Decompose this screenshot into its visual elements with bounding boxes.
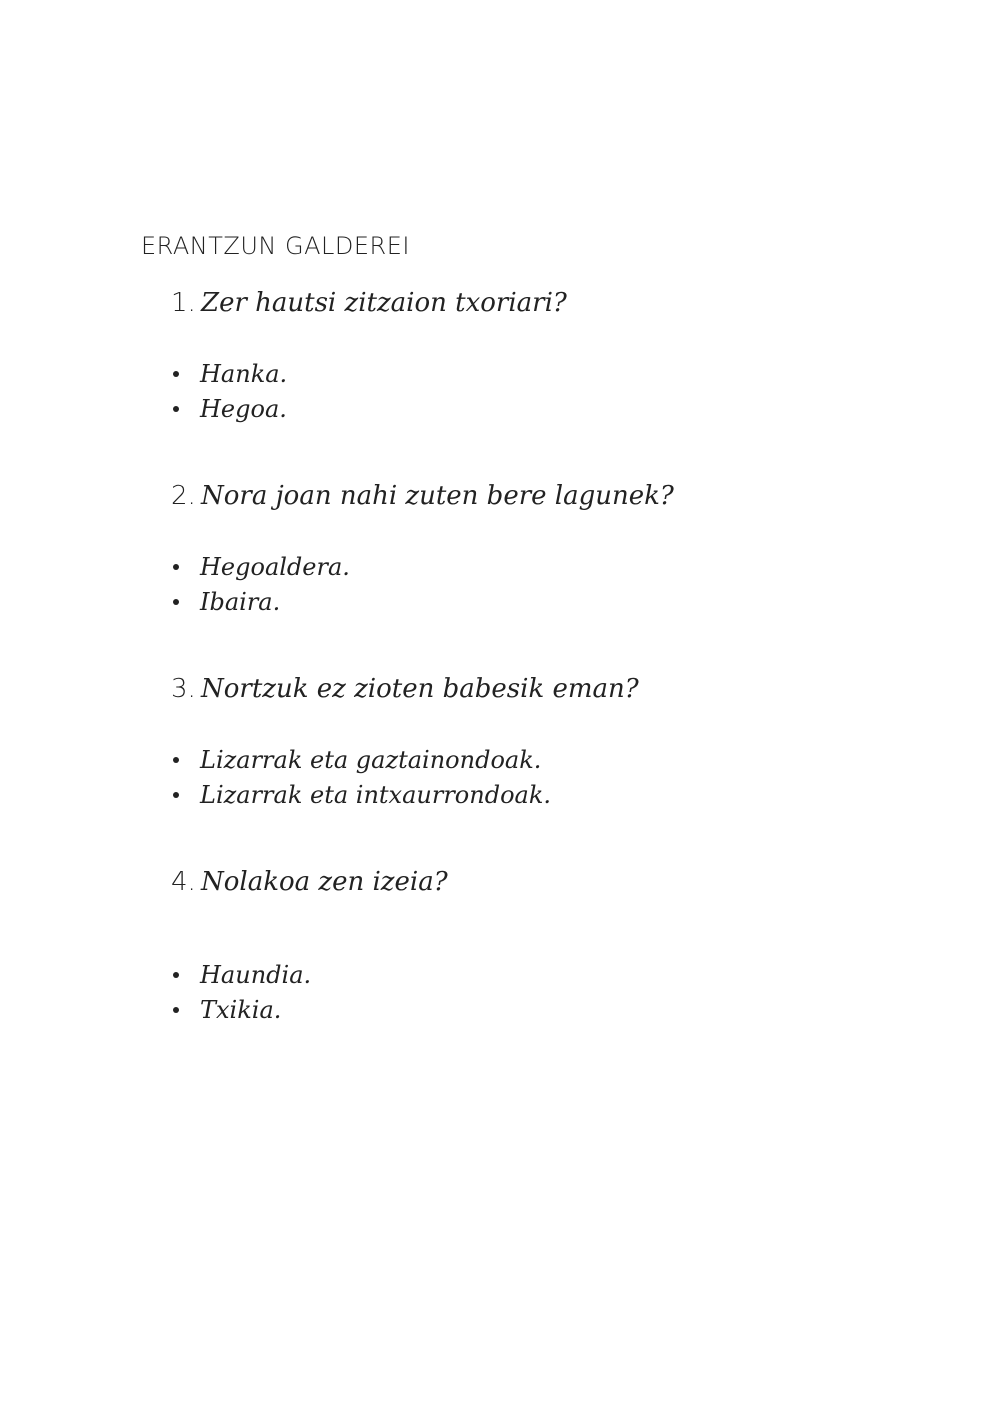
question-1 — [171, 288, 567, 318]
option-3a[interactable] — [171, 746, 541, 774]
option-1a[interactable] — [171, 360, 287, 388]
option-text: Lizarrak eta gaztainondoak. — [200, 746, 542, 774]
question-text: Zer hautsi zitzaion txoriari? — [201, 288, 567, 318]
option-text: Hegoa. — [200, 395, 287, 423]
worksheet-title: ERANTZUN GALDEREI — [141, 232, 410, 260]
bullet-icon — [173, 371, 179, 377]
bullet-icon — [173, 564, 179, 570]
option-4a[interactable] — [171, 961, 311, 989]
option-text: Hegoaldera. — [200, 553, 350, 581]
question-text: Nolakoa zen izeia? — [201, 867, 448, 897]
question-number: 1. — [171, 288, 196, 318]
option-text: Haundia. — [200, 961, 312, 989]
option-2b[interactable] — [171, 588, 280, 616]
question-number: 4. — [171, 867, 196, 897]
question-3 — [171, 674, 639, 704]
bullet-icon — [173, 406, 179, 412]
bullet-icon — [173, 972, 179, 978]
option-2a[interactable] — [171, 553, 350, 581]
bullet-icon — [173, 792, 179, 798]
question-text: Nora joan nahi zuten bere lagunek? — [201, 481, 674, 511]
question-number: 2. — [171, 481, 196, 511]
bullet-icon — [173, 1007, 179, 1013]
question-2 — [171, 481, 674, 511]
question-text: Nortzuk ez zioten babesik eman? — [201, 674, 639, 704]
question-number: 3. — [171, 674, 196, 704]
option-text: Ibaira. — [200, 588, 281, 616]
option-1b[interactable] — [171, 395, 287, 423]
bullet-icon — [173, 757, 179, 763]
bullet-icon — [173, 599, 179, 605]
option-text: Txikia. — [200, 996, 282, 1024]
option-4b[interactable] — [171, 996, 281, 1024]
question-4 — [171, 867, 448, 897]
option-text: Hanka. — [200, 360, 288, 388]
option-text: Lizarrak eta intxaurrondoak. — [200, 781, 551, 809]
option-3b[interactable] — [171, 781, 551, 809]
